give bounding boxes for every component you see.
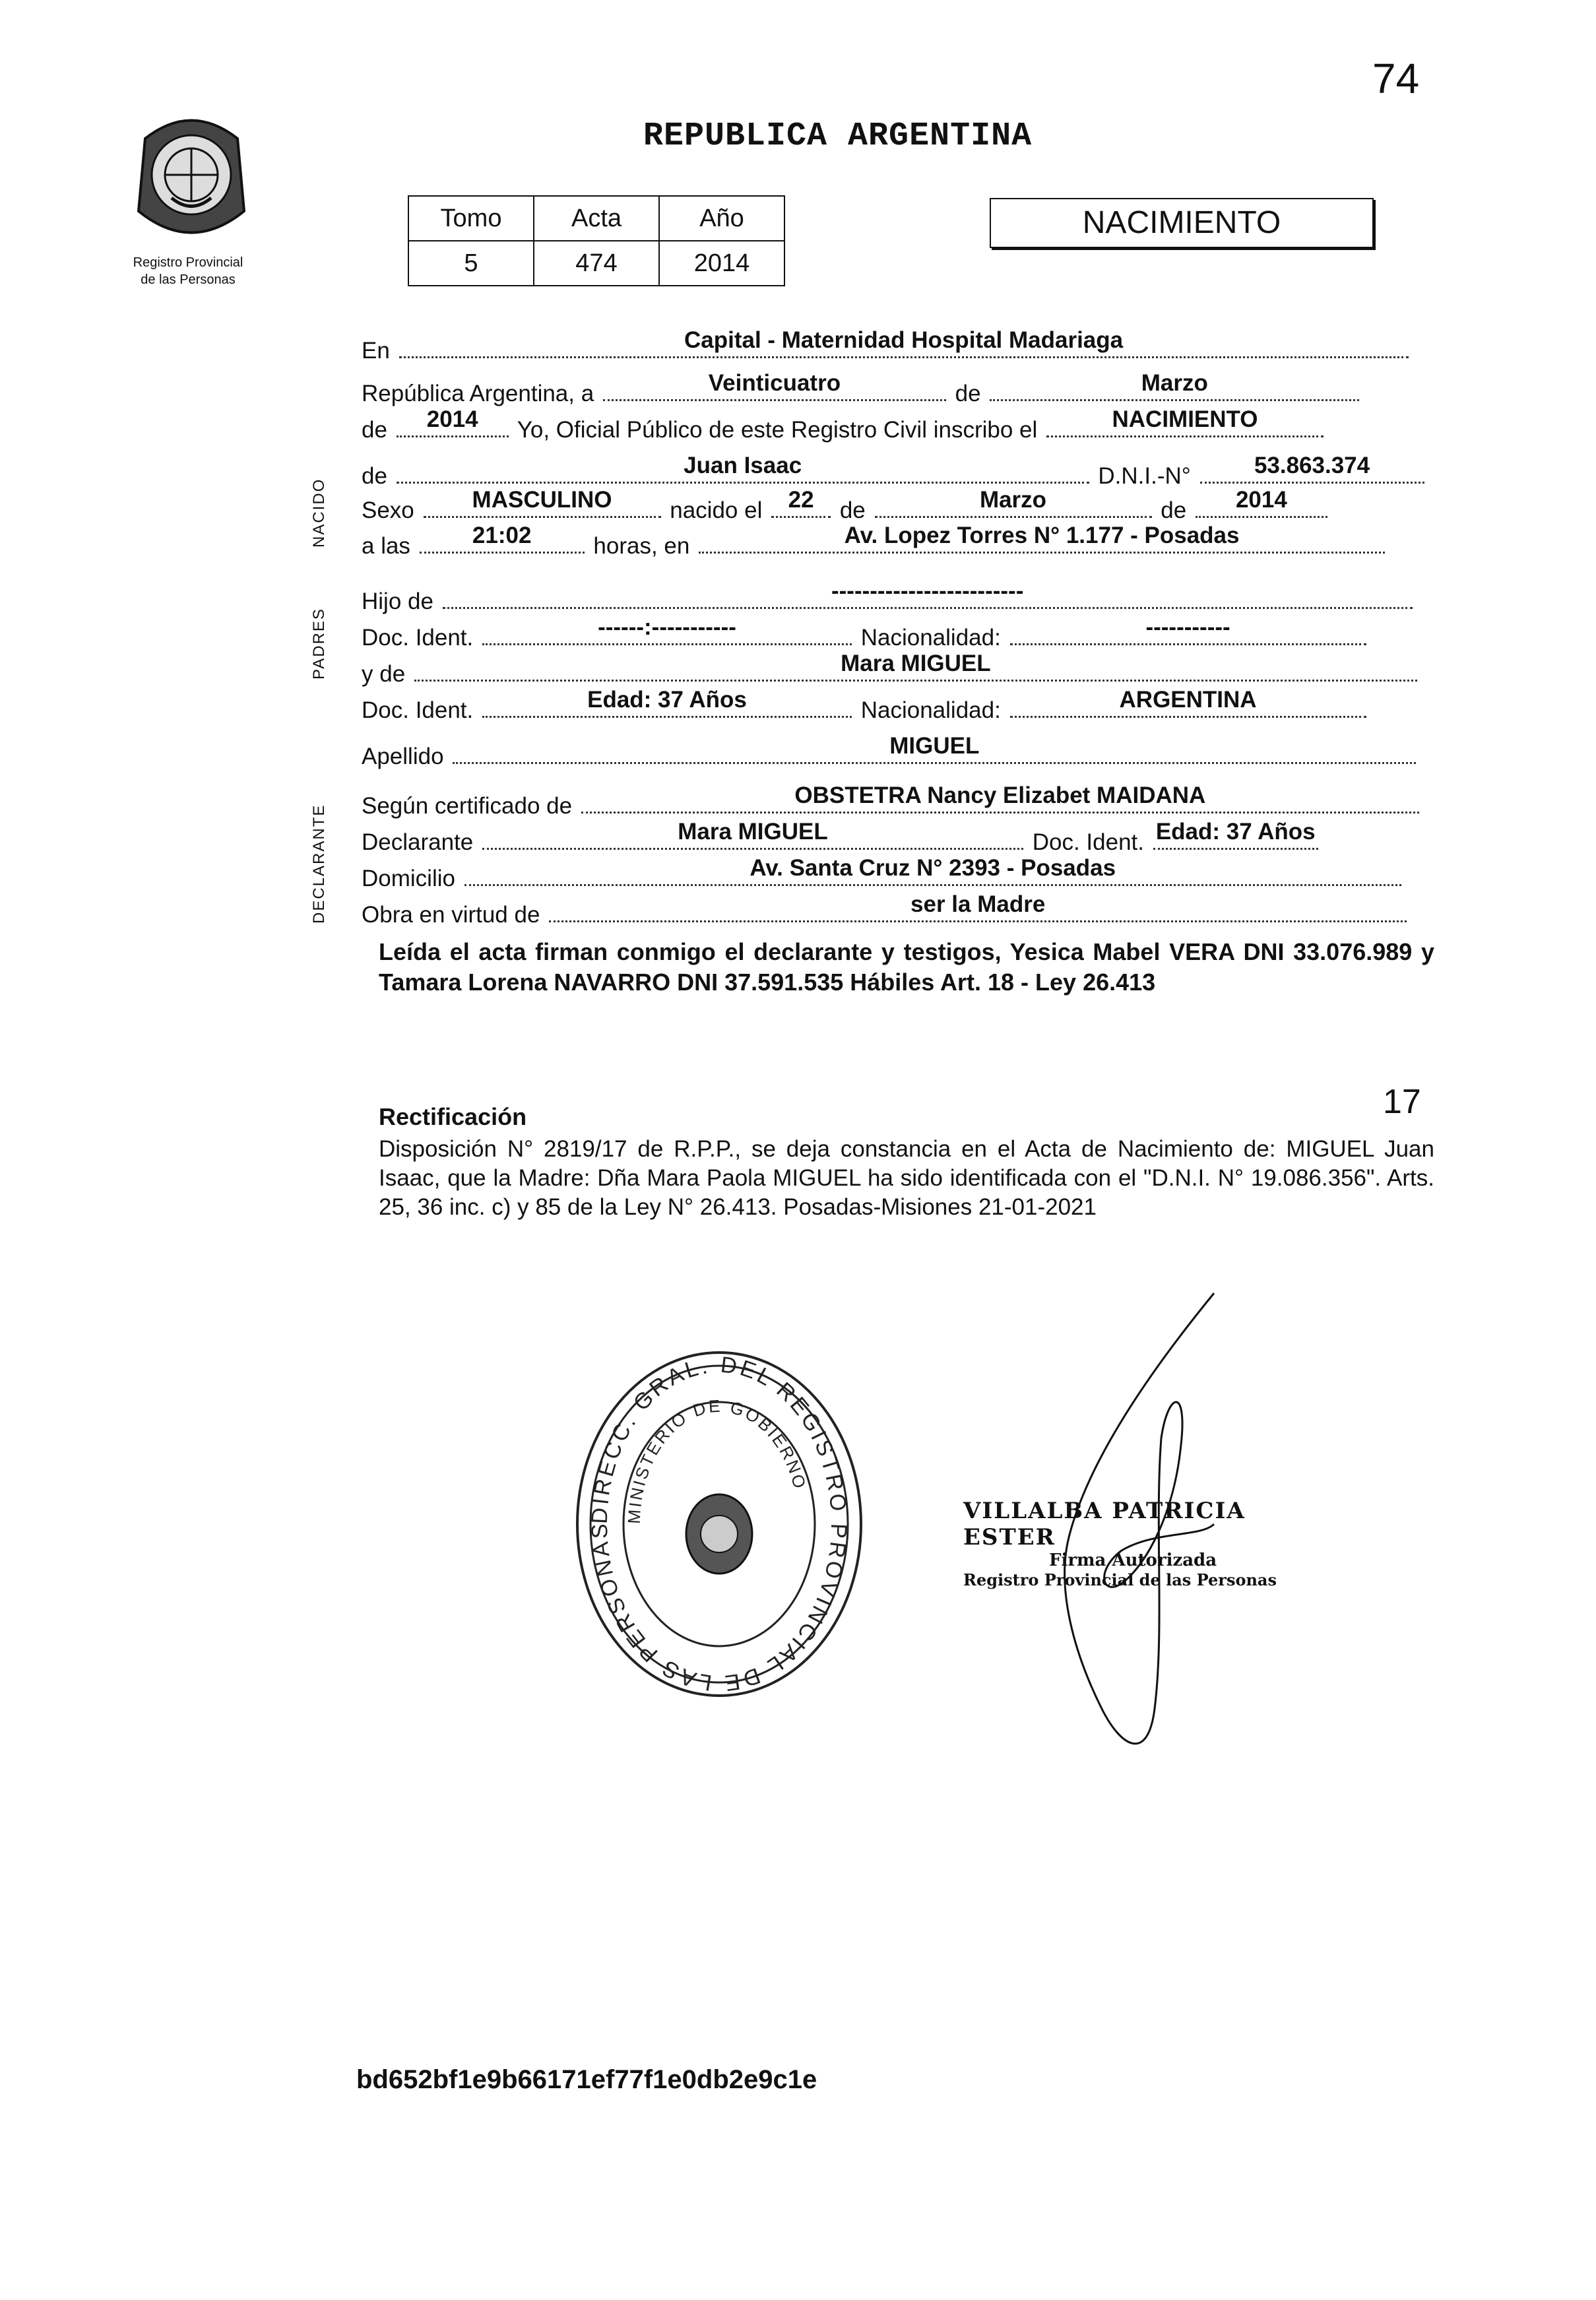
rectification-number: 17 (1383, 1083, 1421, 1121)
side-label-nacido: NACIDO (310, 478, 328, 548)
registry-label-line1: Registro Provincial (133, 255, 243, 270)
a-las-label: a las (362, 533, 410, 559)
provincial-registry-logo (119, 99, 264, 257)
mother-doc-value: Edad: 37 Años (587, 687, 747, 713)
form-line-certificate (362, 783, 1437, 821)
form-line-place (362, 327, 1437, 366)
father-doc-value: ------:----------- (598, 614, 736, 640)
father-nationality-field (1010, 614, 1366, 645)
form-line-address (362, 855, 1437, 893)
y-de-label: y de (362, 661, 406, 687)
certificate-field (581, 783, 1419, 814)
birth-address-value: Av. Lopez Torres N° 1.177 - Posadas (844, 523, 1240, 548)
en-label: En (362, 338, 390, 364)
declarant-value: Mara MIGUEL (678, 819, 828, 845)
name-value: Juan Isaac (684, 453, 802, 478)
mother-nationality-label: Nacionalidad: (860, 697, 1001, 723)
place-value: Capital - Maternidad Hospital Madariaga (684, 327, 1124, 353)
hijo-de-label: Hijo de (362, 589, 433, 614)
sexo-label: Sexo (362, 497, 414, 523)
form-line-father (362, 578, 1437, 616)
inscribo-text: Yo, Oficial Público de este Registro Civil inscribo el (517, 417, 1038, 443)
de-label-2: de (362, 417, 387, 443)
apellido-label: Apellido (362, 744, 444, 769)
time-value: 21:02 (472, 523, 532, 548)
country-title: REPUBLICA ARGENTINA (643, 117, 1033, 155)
birth-day-field (771, 487, 831, 518)
registry-label (92, 254, 284, 288)
year-field (397, 406, 509, 437)
acta-value-tomo: 5 (408, 241, 534, 286)
birth-year-value: 2014 (1235, 487, 1287, 513)
acta-header-acta: Acta (534, 196, 659, 241)
official-seal (567, 1346, 871, 1702)
month-value: Marzo (1141, 370, 1208, 396)
year-value: 2014 (426, 406, 478, 432)
obra-field (549, 891, 1407, 922)
de-label-4: de (839, 497, 866, 523)
form-line-obra (362, 891, 1437, 930)
de-label-3: de (362, 463, 387, 489)
mother-nationality-field (1010, 687, 1366, 718)
certificate-value: OBSTETRA Nancy Elizabet MAIDANA (794, 783, 1206, 808)
domicilio-label: Domicilio (362, 866, 455, 891)
father-name-field (443, 578, 1413, 609)
document-hash: bd652bf1e9b66171ef77f1e0db2e9c1e (356, 2065, 817, 2094)
event-value: NACIMIENTO (1112, 406, 1258, 432)
side-label-declarante: DECLARANTE (310, 804, 328, 924)
place-field (399, 327, 1409, 358)
dni-value: 53.863.374 (1254, 453, 1370, 478)
form-line-date (362, 370, 1437, 408)
name-field (397, 453, 1089, 484)
declarant-doc-field (1153, 819, 1318, 850)
seal-outer-text: DIRECC. GRAL. DEL REGISTRO PROVINCIAL DE LAS PERSONAS (587, 1352, 852, 1696)
father-doc-label: Doc. Ident. (362, 625, 474, 651)
form-line-year (362, 406, 1437, 445)
form-line-declarant (362, 819, 1437, 857)
authorization-role: Firma Autorizada (1049, 1550, 1217, 1570)
authorization-name: VILLALBA PATRICIA ESTER (963, 1498, 1246, 1550)
segun-label: Según certificado de (362, 793, 573, 819)
dni-label: D.N.I.-N° (1098, 463, 1191, 489)
registry-label-line2: de las Personas (141, 272, 236, 287)
mother-name-value: Mara MIGUEL (841, 651, 991, 676)
form-line-father-doc (362, 614, 1437, 653)
seal-inner-text: MINISTERIO DE GOBIERNO (623, 1395, 811, 1525)
form-line-mother (362, 651, 1437, 689)
dni-field (1200, 453, 1424, 484)
de-label: de (955, 381, 981, 406)
republica-label: República Argentina, a (362, 381, 594, 406)
form-line-time (362, 523, 1437, 561)
event-field (1046, 406, 1324, 437)
address-field (464, 855, 1401, 886)
acta-table (408, 195, 785, 286)
acta-header-anio: Año (659, 196, 784, 241)
mother-name-field (414, 651, 1417, 682)
surname-field (453, 733, 1416, 764)
father-nationality-value: ----------- (1145, 614, 1230, 640)
acta-header-tomo: Tomo (408, 196, 534, 241)
form-line-surname (362, 733, 1437, 771)
acta-value-anio: 2014 (659, 241, 784, 286)
rectification-text: Disposición N° 2819/17 de R.P.P., se deja constancia en el Acta de Nacimiento de: MIGUEL Juan Isaac, que la Madre: Dña Mara Paola MIGUEL ha sido identificada con el "D.N.I. N° 19.086.356". Arts. 25, 36 inc. c) y 85 de la Ley N° 26.413. Posadas-Misiones 21-01-2021 (379, 1136, 1434, 1220)
rectification-title: Rectificación (379, 1103, 527, 1130)
declarant-doc-value: Edad: 37 Años (1155, 819, 1316, 845)
day-field (603, 370, 946, 401)
mother-doc-label: Doc. Ident. (362, 697, 474, 723)
reading-paragraph: Leída el acta firman conmigo el declarante y testigos, Yesica Mabel VERA DNI 33.076.989 y Tamara Lorena NAVARRO DNI 37.591.535 Hábiles Art. 18 - Ley 26.413 (379, 938, 1434, 996)
handwritten-signature (990, 1287, 1359, 1788)
form-line-mother-doc (362, 687, 1437, 725)
authorization-office: Registro Provincial de las Personas (963, 1570, 1277, 1589)
horas-en-label: horas, en (593, 533, 690, 559)
time-field (420, 523, 585, 554)
surname-value: MIGUEL (889, 733, 980, 759)
father-nationality-label: Nacionalidad: (860, 625, 1001, 651)
declarant-field (482, 819, 1023, 850)
father-doc-field (482, 614, 852, 645)
obra-value: ser la Madre (910, 891, 1046, 917)
mother-doc-field (482, 687, 852, 718)
nacido-el-label: nacido el (670, 497, 763, 523)
father-name-value: ------------------------- (831, 578, 1024, 604)
acta-value-acta: 474 (534, 241, 659, 286)
declarant-doc-label: Doc. Ident. (1032, 829, 1144, 855)
address-value: Av. Santa Cruz N° 2393 - Posadas (750, 855, 1116, 881)
day-value: Veinticuatro (708, 370, 841, 396)
birth-month-field (875, 487, 1152, 518)
birth-address-field (699, 523, 1385, 554)
month-field (990, 370, 1359, 401)
obra-label: Obra en virtud de (362, 902, 540, 928)
birth-month-value: Marzo (979, 487, 1047, 513)
declarante-label: Declarante (362, 829, 474, 855)
document-type-box: NACIMIENTO (990, 198, 1374, 248)
de-label-5: de (1161, 497, 1187, 523)
page-number: 74 (1372, 55, 1420, 102)
side-label-padres: PADRES (310, 608, 328, 680)
sex-value: MASCULINO (472, 487, 612, 513)
mother-nationality-value: ARGENTINA (1119, 687, 1257, 713)
birth-day-value: 22 (788, 487, 814, 513)
birth-year-field (1196, 487, 1327, 518)
sex-field (424, 487, 661, 518)
